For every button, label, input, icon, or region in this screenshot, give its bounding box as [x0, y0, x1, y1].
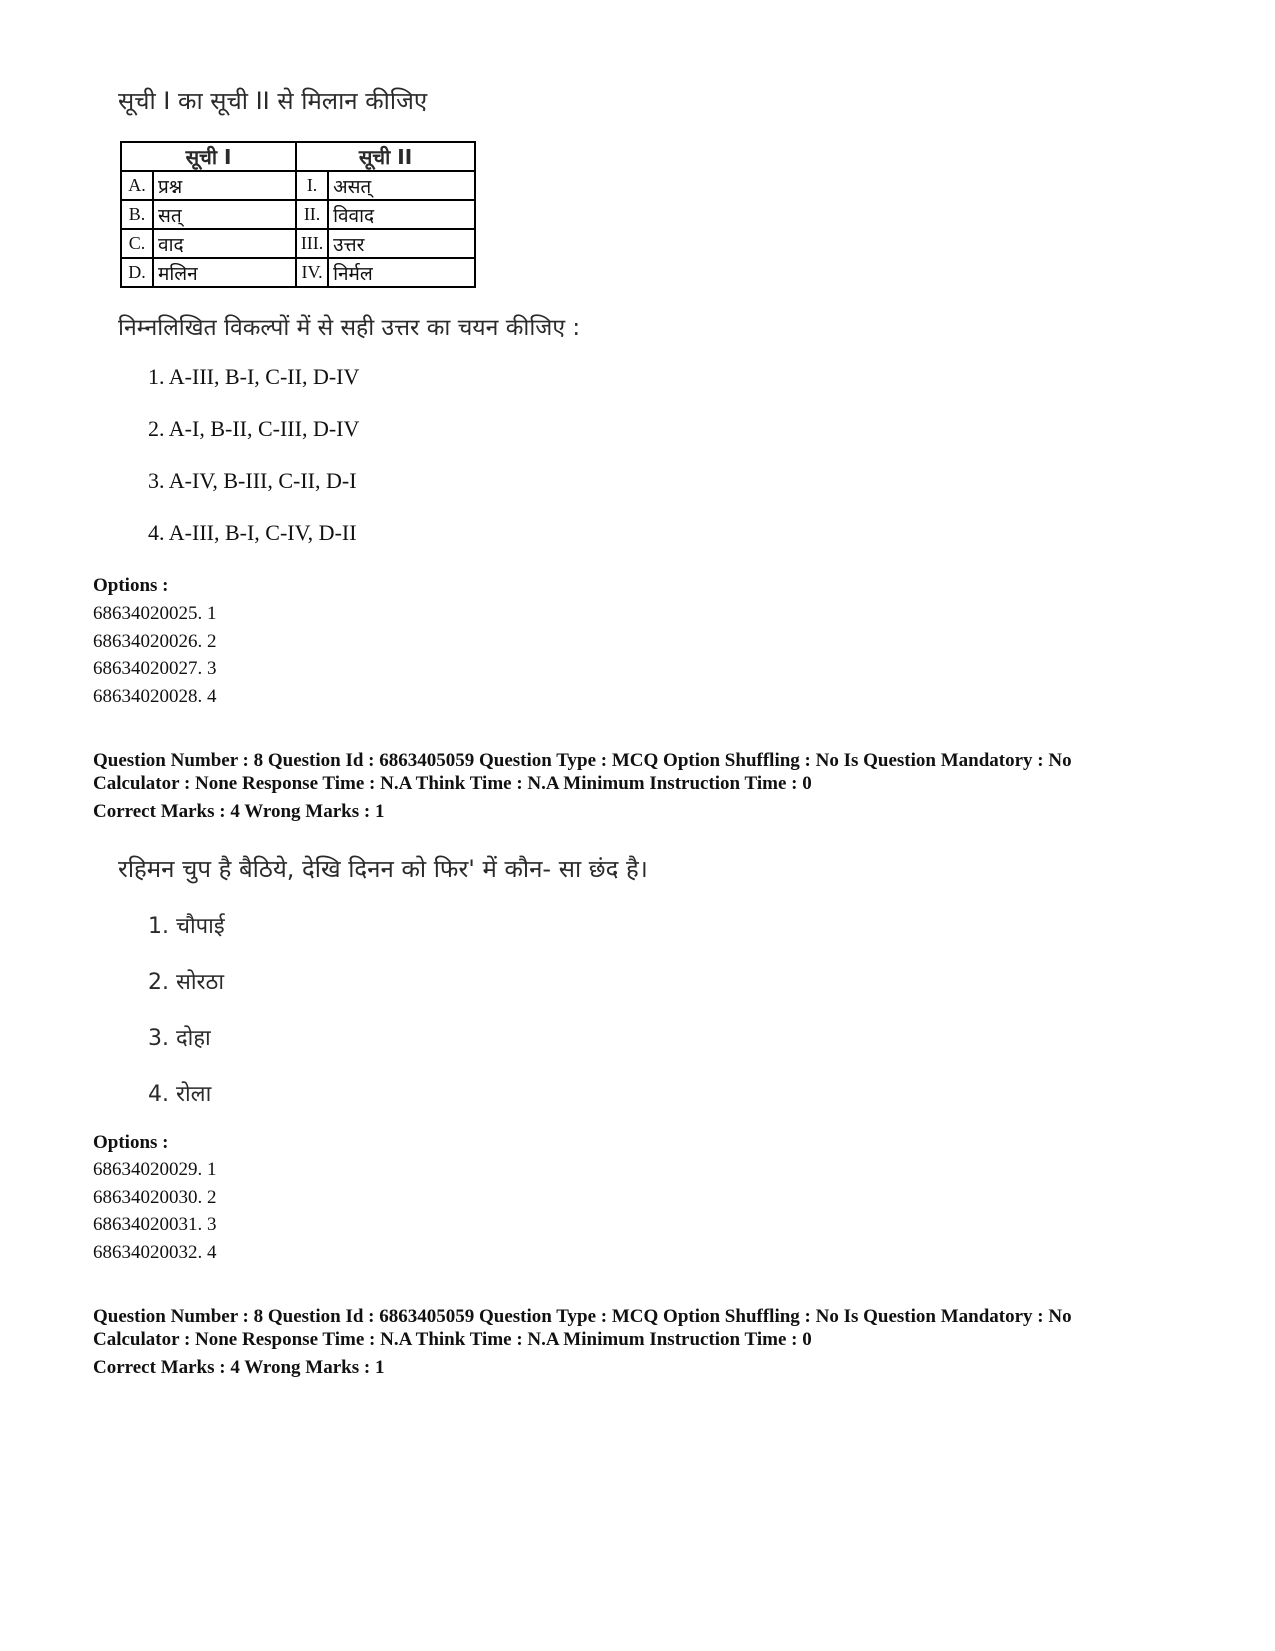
choice-item: 4. A-III, B-I, C-IV, D-II: [148, 520, 357, 545]
right-text: उत्तर: [328, 229, 475, 258]
left-text: प्रश्न: [153, 171, 296, 200]
options-label: Options :: [93, 1132, 169, 1153]
table-row: [121, 229, 475, 258]
left-label: D.: [121, 258, 153, 287]
option-code: 68634020028. 4: [93, 686, 217, 707]
option-code: 68634020027. 3: [93, 658, 217, 679]
choice-item: 1. A-III, B-I, C-II, D-IV: [148, 364, 360, 389]
list-2-header: सूची II: [296, 142, 475, 171]
choice-item: 4. रोला: [148, 1082, 212, 1107]
left-text: मलिन: [153, 258, 296, 287]
left-text: वाद: [153, 229, 296, 258]
choice-item: 1. चौपाई: [148, 914, 225, 939]
match-table-header: [121, 142, 475, 171]
match-table: [120, 141, 476, 288]
table-row: [121, 171, 475, 200]
left-label: B.: [121, 200, 153, 229]
question-meta-line: Calculator : None Response Time : N.A Think Time : N.A Minimum Instruction Time : 0: [93, 773, 812, 794]
right-label: II.: [296, 200, 328, 229]
marks-line: Correct Marks : 4 Wrong Marks : 1: [93, 801, 385, 822]
option-code: 68634020029. 1: [93, 1159, 217, 1180]
option-code: 68634020032. 4: [93, 1242, 217, 1263]
question-meta-line: Question Number : 8 Question Id : 6863405059 Question Type : MCQ Option Shuffling : No Is Question Mandatory : No: [93, 750, 1072, 771]
right-text: विवाद: [328, 200, 475, 229]
table-row: [121, 258, 475, 287]
left-label: A.: [121, 171, 153, 200]
right-label: I.: [296, 171, 328, 200]
right-label: IV.: [296, 258, 328, 287]
left-label: C.: [121, 229, 153, 258]
right-label: III.: [296, 229, 328, 258]
option-code: 68634020025. 1: [93, 603, 217, 624]
question-2-title: रहिमन चुप है बैठिये, देखि दिनन को फिर' में कौन- सा छंद है।: [118, 855, 648, 883]
marks-line: Correct Marks : 4 Wrong Marks : 1: [93, 1357, 385, 1378]
table-row: [121, 200, 475, 229]
left-text: सत्: [153, 200, 296, 229]
options-label: Options :: [93, 575, 169, 596]
list-1-header: सूची I: [121, 142, 296, 171]
choice-item: 3. A-IV, B-III, C-II, D-I: [148, 468, 357, 493]
question-meta-line: Question Number : 8 Question Id : 6863405059 Question Type : MCQ Option Shuffling : No Is Question Mandatory : No: [93, 1306, 1072, 1327]
option-code: 68634020031. 3: [93, 1214, 217, 1235]
question-1-title: सूची I का सूची II से मिलान कीजिए: [118, 87, 428, 115]
choice-item: 3. दोहा: [148, 1026, 211, 1051]
option-code: 68634020030. 2: [93, 1187, 217, 1208]
question-meta-line: Calculator : None Response Time : N.A Think Time : N.A Minimum Instruction Time : 0: [93, 1329, 812, 1350]
question-1-instruction: निम्नलिखित विकल्पों में से सही उत्तर का चयन कीजिए :: [118, 315, 581, 341]
right-text: असत्: [328, 171, 475, 200]
right-text: निर्मल: [328, 258, 475, 287]
choice-item: 2. सोरठा: [148, 970, 225, 995]
choice-item: 2. A-I, B-II, C-III, D-IV: [148, 416, 360, 441]
option-code: 68634020026. 2: [93, 631, 217, 652]
